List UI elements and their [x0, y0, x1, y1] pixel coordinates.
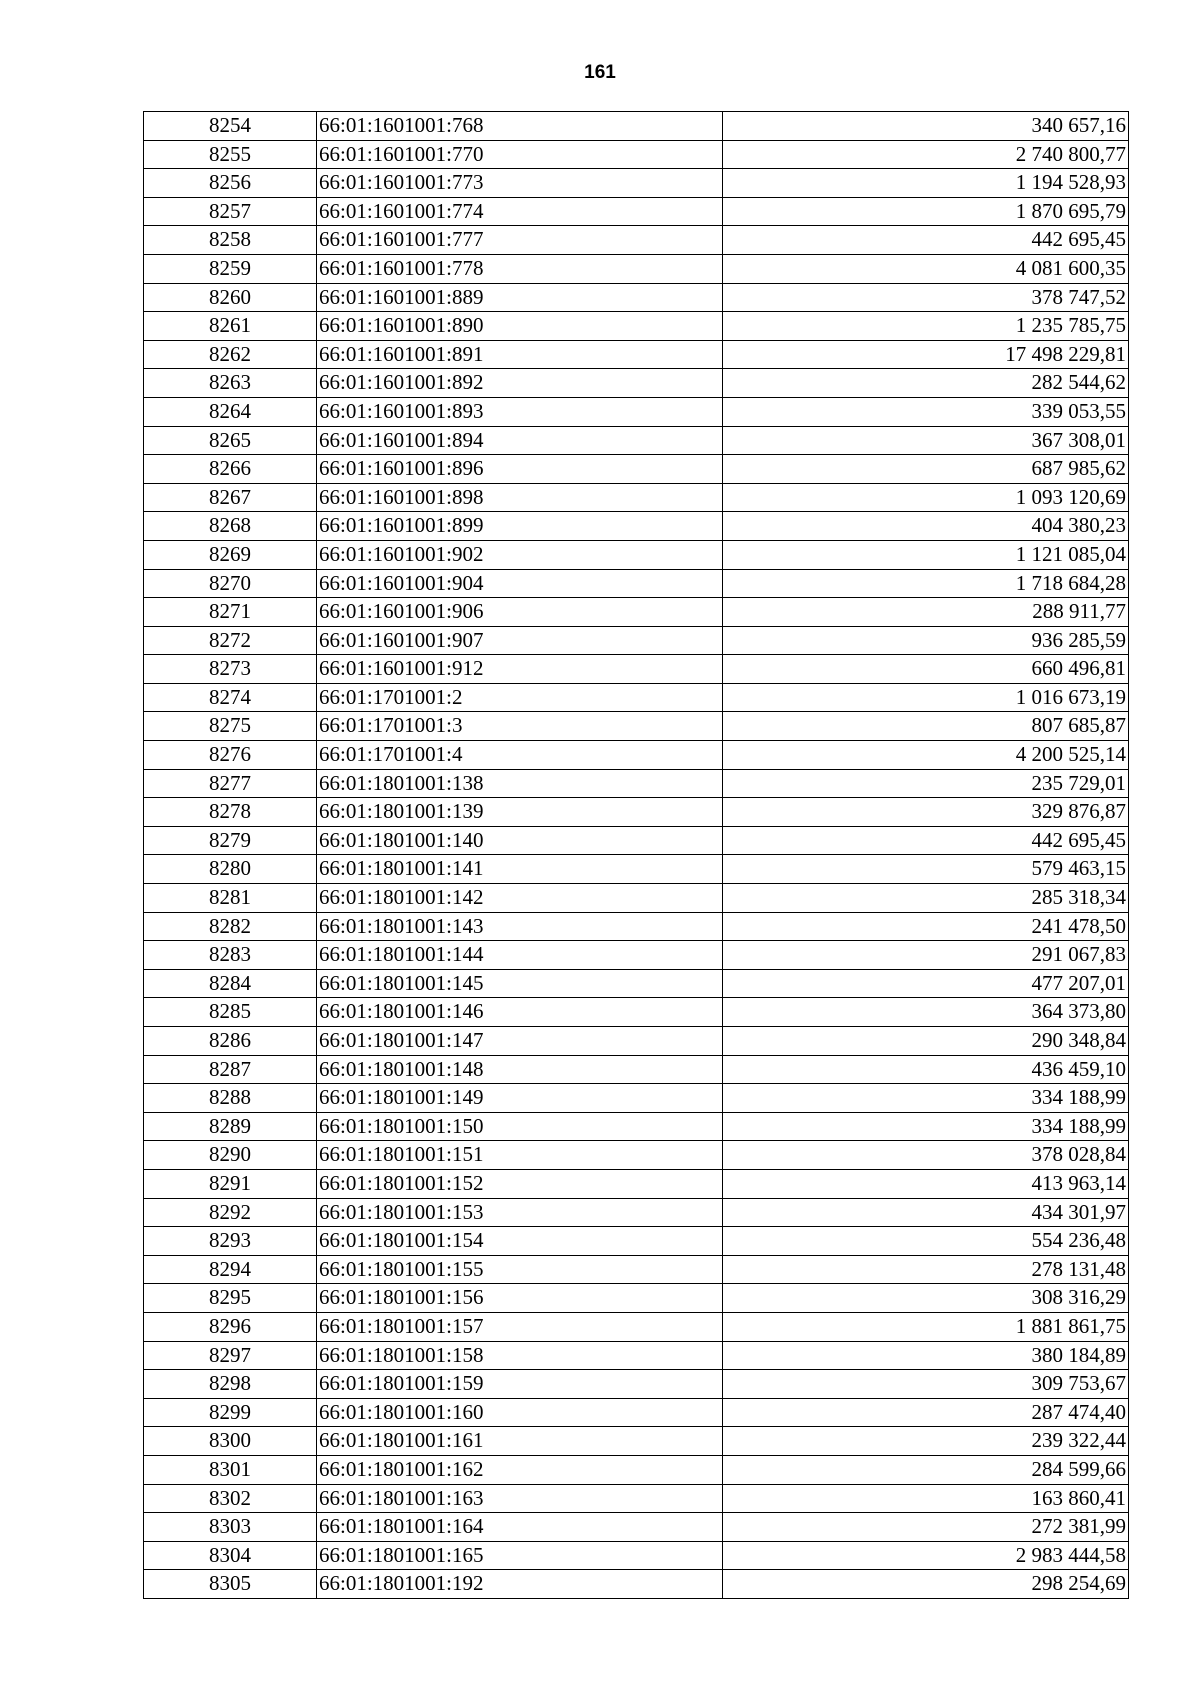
cadastral-number-cell: 66:01:1801001:150 — [317, 1112, 723, 1141]
cadastral-value-cell: 284 599,66 — [723, 1455, 1129, 1484]
row-number-cell: 8265 — [144, 426, 317, 455]
cadastral-number-cell: 66:01:1801001:155 — [317, 1255, 723, 1284]
cadastral-value-cell: 936 285,59 — [723, 626, 1129, 655]
cadastral-value-cell: 163 860,41 — [723, 1484, 1129, 1513]
row-number-cell: 8275 — [144, 712, 317, 741]
table-row — [144, 1227, 1129, 1256]
row-number-cell: 8262 — [144, 340, 317, 369]
row-number-cell: 8293 — [144, 1227, 317, 1256]
table-row — [144, 1513, 1129, 1542]
cadastral-number-cell: 66:01:1801001:142 — [317, 884, 723, 913]
cadastral-number-cell: 66:01:1801001:143 — [317, 912, 723, 941]
table-row — [144, 312, 1129, 341]
row-number-cell: 8301 — [144, 1455, 317, 1484]
row-number-cell: 8287 — [144, 1055, 317, 1084]
table-row — [144, 226, 1129, 255]
table-row — [144, 912, 1129, 941]
row-number-cell: 8288 — [144, 1084, 317, 1113]
row-number-cell: 8292 — [144, 1198, 317, 1227]
table-row — [144, 1455, 1129, 1484]
cadastral-number-cell: 66:01:1601001:774 — [317, 197, 723, 226]
cadastral-number-cell: 66:01:1701001:4 — [317, 741, 723, 770]
table-row — [144, 1055, 1129, 1084]
cadastral-value-cell: 436 459,10 — [723, 1055, 1129, 1084]
table-row — [144, 1312, 1129, 1341]
row-number-cell: 8285 — [144, 998, 317, 1027]
row-number-cell: 8283 — [144, 941, 317, 970]
cadastral-value-cell: 1 121 085,04 — [723, 540, 1129, 569]
cadastral-value-cell: 404 380,23 — [723, 512, 1129, 541]
cadastral-value-cell: 1 093 120,69 — [723, 483, 1129, 512]
table-row — [144, 197, 1129, 226]
cadastral-value-cell: 442 695,45 — [723, 826, 1129, 855]
table-row — [144, 397, 1129, 426]
cadastral-value-cell: 477 207,01 — [723, 969, 1129, 998]
cadastral-value-cell: 272 381,99 — [723, 1513, 1129, 1542]
row-number-cell: 8269 — [144, 540, 317, 569]
cadastral-value-cell: 2 983 444,58 — [723, 1541, 1129, 1570]
table-row — [144, 826, 1129, 855]
cadastral-number-cell: 66:01:1601001:907 — [317, 626, 723, 655]
row-number-cell: 8278 — [144, 798, 317, 827]
table-row — [144, 683, 1129, 712]
cadastral-value-cell: 334 188,99 — [723, 1084, 1129, 1113]
cadastral-number-cell: 66:01:1801001:163 — [317, 1484, 723, 1513]
table-row — [144, 1084, 1129, 1113]
row-number-cell: 8291 — [144, 1169, 317, 1198]
row-number-cell: 8279 — [144, 826, 317, 855]
cadastral-number-cell: 66:01:1601001:778 — [317, 254, 723, 283]
cadastral-number-cell: 66:01:1801001:145 — [317, 969, 723, 998]
cadastral-value-cell: 235 729,01 — [723, 769, 1129, 798]
cadastral-number-cell: 66:01:1801001:151 — [317, 1141, 723, 1170]
table-row — [144, 1398, 1129, 1427]
cadastral-number-cell: 66:01:1801001:146 — [317, 998, 723, 1027]
cadastral-value-cell: 1 881 861,75 — [723, 1312, 1129, 1341]
cadastral-value-cell: 17 498 229,81 — [723, 340, 1129, 369]
cadastral-number-cell: 66:01:1601001:770 — [317, 140, 723, 169]
cadastral-number-cell: 66:01:1801001:140 — [317, 826, 723, 855]
table-row — [144, 455, 1129, 484]
cadastral-value-cell: 241 478,50 — [723, 912, 1129, 941]
cadastral-number-cell: 66:01:1601001:912 — [317, 655, 723, 684]
cadastral-value-cell: 1 718 684,28 — [723, 569, 1129, 598]
cadastral-number-cell: 66:01:1801001:161 — [317, 1427, 723, 1456]
cadastral-number-cell: 66:01:1801001:147 — [317, 1027, 723, 1056]
row-number-cell: 8302 — [144, 1484, 317, 1513]
cadastral-value-cell: 329 876,87 — [723, 798, 1129, 827]
row-number-cell: 8256 — [144, 169, 317, 198]
row-number-cell: 8281 — [144, 884, 317, 913]
cadastral-value-cell: 239 322,44 — [723, 1427, 1129, 1456]
cadastral-number-cell: 66:01:1601001:899 — [317, 512, 723, 541]
row-number-cell: 8261 — [144, 312, 317, 341]
row-number-cell: 8286 — [144, 1027, 317, 1056]
table-row — [144, 112, 1129, 141]
cadastral-number-cell: 66:01:1801001:158 — [317, 1341, 723, 1370]
cadastral-number-cell: 66:01:1601001:896 — [317, 455, 723, 484]
table-row — [144, 140, 1129, 169]
cadastral-value-cell: 442 695,45 — [723, 226, 1129, 255]
cadastral-value-cell: 367 308,01 — [723, 426, 1129, 455]
row-number-cell: 8264 — [144, 397, 317, 426]
table-row — [144, 598, 1129, 627]
page-number: 161 — [584, 62, 616, 83]
table-row — [144, 569, 1129, 598]
table-row — [144, 369, 1129, 398]
row-number-cell: 8257 — [144, 197, 317, 226]
cadastral-value-cell: 1 235 785,75 — [723, 312, 1129, 341]
cadastral-number-cell: 66:01:1801001:160 — [317, 1398, 723, 1427]
cadastral-value-cell: 579 463,15 — [723, 855, 1129, 884]
row-number-cell: 8274 — [144, 683, 317, 712]
cadastral-value-cell: 4 081 600,35 — [723, 254, 1129, 283]
cadastral-value-cell: 308 316,29 — [723, 1284, 1129, 1313]
table-row — [144, 1284, 1129, 1313]
cadastral-number-cell: 66:01:1801001:154 — [317, 1227, 723, 1256]
cadastral-value-cell: 687 985,62 — [723, 455, 1129, 484]
cadastral-number-cell: 66:01:1801001:159 — [317, 1370, 723, 1399]
cadastral-number-cell: 66:01:1801001:157 — [317, 1312, 723, 1341]
cadastral-value-cell: 1 870 695,79 — [723, 197, 1129, 226]
cadastral-value-cell: 1 016 673,19 — [723, 683, 1129, 712]
cadastral-value-cell: 282 544,62 — [723, 369, 1129, 398]
row-number-cell: 8263 — [144, 369, 317, 398]
cadastral-value-cell: 285 318,34 — [723, 884, 1129, 913]
table-row — [144, 1370, 1129, 1399]
row-number-cell: 8282 — [144, 912, 317, 941]
table-row — [144, 483, 1129, 512]
cadastral-number-cell: 66:01:1601001:768 — [317, 112, 723, 141]
cadastral-number-cell: 66:01:1601001:890 — [317, 312, 723, 341]
cadastral-number-cell: 66:01:1801001:156 — [317, 1284, 723, 1313]
table-row — [144, 169, 1129, 198]
row-number-cell: 8271 — [144, 598, 317, 627]
cadastral-value-cell: 340 657,16 — [723, 112, 1129, 141]
cadastral-value-cell: 380 184,89 — [723, 1341, 1129, 1370]
cadastral-number-cell: 66:01:1801001:139 — [317, 798, 723, 827]
cadastral-number-cell: 66:01:1601001:898 — [317, 483, 723, 512]
cadastral-number-cell: 66:01:1801001:162 — [317, 1455, 723, 1484]
cadastral-value-cell: 288 911,77 — [723, 598, 1129, 627]
cadastral-value-cell: 413 963,14 — [723, 1169, 1129, 1198]
cadastral-number-cell: 66:01:1601001:904 — [317, 569, 723, 598]
table-row — [144, 1427, 1129, 1456]
cadastral-value-cell: 287 474,40 — [723, 1398, 1129, 1427]
cadastral-number-cell: 66:01:1601001:777 — [317, 226, 723, 255]
table-row — [144, 1141, 1129, 1170]
table-row — [144, 1541, 1129, 1570]
cadastral-value-cell: 4 200 525,14 — [723, 741, 1129, 770]
cadastral-value-cell: 309 753,67 — [723, 1370, 1129, 1399]
row-number-cell: 8273 — [144, 655, 317, 684]
table-row — [144, 969, 1129, 998]
row-number-cell: 8289 — [144, 1112, 317, 1141]
row-number-cell: 8296 — [144, 1312, 317, 1341]
table-row — [144, 655, 1129, 684]
row-number-cell: 8299 — [144, 1398, 317, 1427]
row-number-cell: 8294 — [144, 1255, 317, 1284]
table-row — [144, 998, 1129, 1027]
row-number-cell: 8300 — [144, 1427, 317, 1456]
row-number-cell: 8295 — [144, 1284, 317, 1313]
row-number-cell: 8268 — [144, 512, 317, 541]
table-row — [144, 1570, 1129, 1599]
table-row — [144, 512, 1129, 541]
table-row — [144, 340, 1129, 369]
cadastral-value-cell: 554 236,48 — [723, 1227, 1129, 1256]
cadastral-value-cell: 298 254,69 — [723, 1570, 1129, 1599]
row-number-cell: 8254 — [144, 112, 317, 141]
cadastral-number-cell: 66:01:1801001:148 — [317, 1055, 723, 1084]
table-row — [144, 1484, 1129, 1513]
cadastral-number-cell: 66:01:1801001:153 — [317, 1198, 723, 1227]
cadastral-value-cell: 291 067,83 — [723, 941, 1129, 970]
table-row — [144, 798, 1129, 827]
table-row — [144, 1169, 1129, 1198]
cadastral-value-cell: 1 194 528,93 — [723, 169, 1129, 198]
cadastral-value-cell: 278 131,48 — [723, 1255, 1129, 1284]
cadastral-value-cell: 364 373,80 — [723, 998, 1129, 1027]
row-number-cell: 8260 — [144, 283, 317, 312]
table-row — [144, 540, 1129, 569]
cadastral-value-cell: 434 301,97 — [723, 1198, 1129, 1227]
cadastral-number-cell: 66:01:1801001:138 — [317, 769, 723, 798]
cadastral-number-cell: 66:01:1601001:891 — [317, 340, 723, 369]
row-number-cell: 8304 — [144, 1541, 317, 1570]
cadastral-value-cell: 660 496,81 — [723, 655, 1129, 684]
cadastral-number-cell: 66:01:1601001:894 — [317, 426, 723, 455]
cadastral-number-cell: 66:01:1801001:141 — [317, 855, 723, 884]
cadastral-number-cell: 66:01:1801001:165 — [317, 1541, 723, 1570]
row-number-cell: 8267 — [144, 483, 317, 512]
cadastral-value-cell: 807 685,87 — [723, 712, 1129, 741]
table-row — [144, 626, 1129, 655]
cadastral-number-cell: 66:01:1601001:773 — [317, 169, 723, 198]
cadastral-number-cell: 66:01:1601001:893 — [317, 397, 723, 426]
row-number-cell: 8280 — [144, 855, 317, 884]
row-number-cell: 8255 — [144, 140, 317, 169]
cadastral-number-cell: 66:01:1801001:144 — [317, 941, 723, 970]
row-number-cell: 8303 — [144, 1513, 317, 1542]
table-row — [144, 769, 1129, 798]
cadastral-value-cell: 290 348,84 — [723, 1027, 1129, 1056]
cadastral-number-cell: 66:01:1801001:152 — [317, 1169, 723, 1198]
table-row — [144, 941, 1129, 970]
table-row — [144, 426, 1129, 455]
table-row — [144, 1198, 1129, 1227]
cadastral-value-cell: 2 740 800,77 — [723, 140, 1129, 169]
table-row — [144, 712, 1129, 741]
row-number-cell: 8284 — [144, 969, 317, 998]
table-row — [144, 884, 1129, 913]
table-body — [144, 112, 1129, 1599]
row-number-cell: 8276 — [144, 741, 317, 770]
row-number-cell: 8266 — [144, 455, 317, 484]
table-row — [144, 741, 1129, 770]
row-number-cell: 8298 — [144, 1370, 317, 1399]
cadastral-value-table — [143, 111, 1129, 1599]
table-row — [144, 1255, 1129, 1284]
row-number-cell: 8277 — [144, 769, 317, 798]
table-row — [144, 1341, 1129, 1370]
row-number-cell: 8272 — [144, 626, 317, 655]
cadastral-value-cell: 378 028,84 — [723, 1141, 1129, 1170]
row-number-cell: 8258 — [144, 226, 317, 255]
row-number-cell: 8270 — [144, 569, 317, 598]
table-row — [144, 254, 1129, 283]
cadastral-value-cell: 339 053,55 — [723, 397, 1129, 426]
table-row — [144, 283, 1129, 312]
cadastral-number-cell: 66:01:1701001:2 — [317, 683, 723, 712]
cadastral-number-cell: 66:01:1601001:889 — [317, 283, 723, 312]
cadastral-number-cell: 66:01:1701001:3 — [317, 712, 723, 741]
row-number-cell: 8297 — [144, 1341, 317, 1370]
cadastral-number-cell: 66:01:1601001:892 — [317, 369, 723, 398]
row-number-cell: 8290 — [144, 1141, 317, 1170]
cadastral-number-cell: 66:01:1601001:906 — [317, 598, 723, 627]
cadastral-number-cell: 66:01:1601001:902 — [317, 540, 723, 569]
table-row — [144, 1112, 1129, 1141]
cadastral-number-cell: 66:01:1801001:192 — [317, 1570, 723, 1599]
table-row — [144, 855, 1129, 884]
table-row — [144, 1027, 1129, 1056]
cadastral-value-cell: 334 188,99 — [723, 1112, 1129, 1141]
cadastral-value-cell: 378 747,52 — [723, 283, 1129, 312]
cadastral-number-cell: 66:01:1801001:164 — [317, 1513, 723, 1542]
row-number-cell: 8259 — [144, 254, 317, 283]
row-number-cell: 8305 — [144, 1570, 317, 1599]
cadastral-number-cell: 66:01:1801001:149 — [317, 1084, 723, 1113]
